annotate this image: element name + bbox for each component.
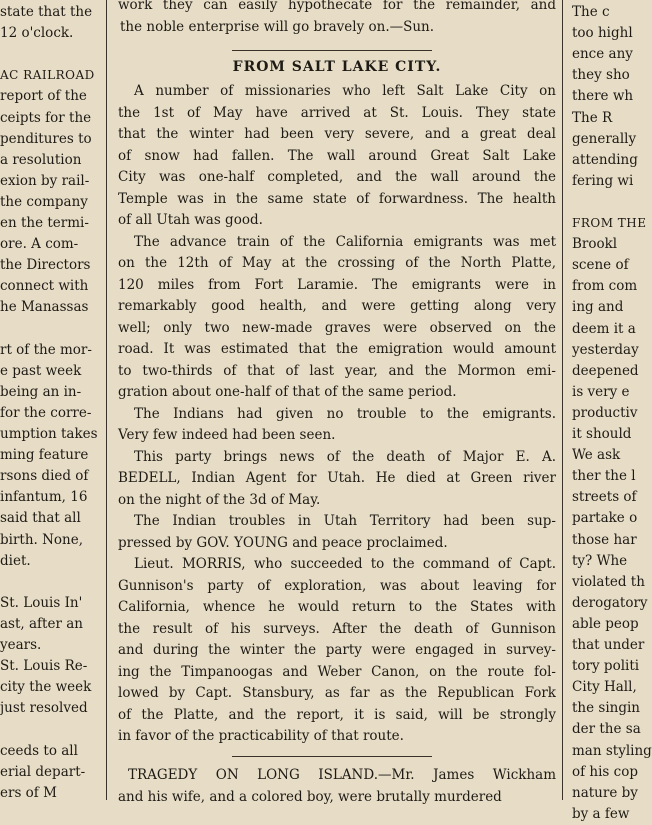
article-line: A number of missionaries who left Salt Lake City on: [134, 83, 556, 99]
article-line: gration about one-half of that of the same period.: [118, 384, 457, 400]
column-text-line: years.: [0, 637, 42, 653]
column-text-line: tory politi: [572, 658, 640, 675]
article-line: to two-thirds of that of last year, and the Mormon emi-: [118, 362, 556, 379]
right-column: [568, 0, 652, 822]
article-line: pressed by GOV. YOUNG and peace proclaimed.: [118, 534, 448, 551]
column-text-line: der the sa: [572, 721, 641, 738]
column-text-line: umption takes: [0, 426, 98, 442]
column-text-line: fering wi: [572, 172, 634, 189]
column-text-line: city the week: [0, 679, 92, 696]
column-text-line: ceeds to all: [0, 742, 78, 759]
article-line: Temple was in the same state of forwardness. The health: [118, 190, 556, 207]
column-text-line: [0, 718, 101, 740]
column-text-line: ast, after an: [0, 615, 83, 632]
left-column: [0, 0, 103, 800]
column-text-line: violated th: [572, 573, 645, 590]
article-line: 120 miles from Fort Laramie. The emigrants were in: [118, 276, 556, 293]
column-text-line: birth. None,: [0, 531, 84, 548]
main-column: [112, 0, 558, 805]
column-text-line: [0, 318, 101, 340]
column-text-line: those har: [572, 531, 637, 548]
article-line: remarkably good health, and were getting along very: [118, 298, 556, 314]
article-line: road. It was estimated that the emigration would amount: [118, 341, 556, 357]
column-text-line: derogatory: [572, 594, 648, 611]
column-text-line: he Manassas: [0, 299, 89, 316]
column-text-line: being an in-: [0, 383, 82, 400]
column-text-line: [0, 571, 101, 593]
article-line: ing the Timpanoogas and Weber Canon, on the route fol-: [118, 663, 556, 680]
column-text-line: rt of the mor-: [0, 341, 92, 358]
article-line: and during the winter the party were engaged in survey-: [118, 642, 556, 658]
column-text-line: they sho: [572, 67, 630, 84]
column-text-line: able peop: [572, 615, 639, 632]
column-text-line: St. Louis In': [0, 594, 83, 611]
column-text-line: said that all: [0, 510, 81, 527]
column-text-line: FROM THE: [572, 216, 647, 230]
article-line: the 1st of May have arrived at St. Louis. They state: [118, 104, 556, 121]
column-text-line: AC RAILROAD: [0, 68, 95, 83]
column-rule-left: [106, 0, 107, 800]
separator-rule: [232, 50, 432, 51]
article-heading: FROM SALT LAKE CITY.: [232, 59, 442, 75]
column-text-line: exion by rail-: [0, 172, 90, 189]
column-text-line: deem it a: [572, 320, 636, 337]
column-text-line: it should: [572, 426, 632, 442]
column-text-line: The c: [572, 4, 610, 20]
column-text-line: rsons died of: [0, 468, 89, 485]
column-text-line: St. Louis Re-: [0, 658, 88, 675]
column-text-line: connect with: [0, 278, 89, 295]
column-text-line: yesterday: [572, 341, 639, 358]
column-text-line: ty? Whe: [572, 552, 628, 569]
column-rule-right: [562, 0, 563, 800]
column-text-line: streets of: [572, 489, 637, 506]
column-text-line: the singin: [572, 700, 640, 717]
column-text-line: man styling: [572, 742, 652, 759]
top-line: the noble enterprise will go bravely on.—Sun.: [120, 19, 435, 35]
column-text-line: infantum, 16: [0, 489, 88, 506]
column-text-line: scene of: [572, 257, 629, 274]
column-text-line: ing and: [572, 299, 624, 316]
column-text-line: from com: [572, 278, 638, 295]
column-text-line: 12 o'clock.: [0, 25, 74, 42]
article-line: California, whence he would return to the States with: [118, 599, 556, 615]
article-line: The Indians had given no trouble to the emigrants.: [134, 405, 556, 422]
column-text-line: Brookl: [572, 236, 618, 253]
column-text-line: the company: [0, 193, 88, 210]
column-text-line: a resolution: [0, 151, 82, 168]
column-text-line: report of the: [0, 88, 87, 105]
article-line: of snow had fallen. The wall around Great Salt Lake: [118, 147, 556, 164]
column-text-line: productiv: [572, 404, 638, 421]
column-text-line: that under: [572, 637, 645, 653]
article-line: of the Platte, and the report, it is said, will be strongly: [118, 706, 556, 723]
column-text-line: just resolved: [0, 700, 88, 717]
column-text-line: ore. A com-: [0, 236, 79, 253]
column-text-line: deepened: [572, 362, 639, 379]
article-line: on the 12th of May at the crossing of the North Platte,: [118, 255, 556, 271]
column-text-line: by a few: [572, 805, 630, 822]
article-line: well; only two new-made graves were observed on the: [118, 319, 556, 336]
column-text-line: there wh: [572, 88, 634, 105]
column-text-line: diet.: [0, 552, 31, 569]
column-text-line: City Hall,: [572, 679, 637, 696]
column-text-line: We ask: [572, 447, 621, 464]
column-text-line: erial depart-: [0, 763, 86, 780]
article-line: on the night of the 3d of May.: [118, 491, 321, 508]
column-text-line: is very e: [572, 383, 630, 400]
article-line: that the winter had been very severe, and a great deal: [118, 126, 556, 142]
separator-rule: [232, 756, 432, 757]
article-line: in favor of the practicability of that route.: [118, 728, 404, 744]
next-article-line: and his wife, and a colored boy, were brutally murdered: [118, 789, 502, 805]
article-line: Very few indeed had been seen.: [118, 427, 336, 443]
column-text-line: generally: [572, 130, 637, 147]
article-line: The Indian troubles in Utah Territory had been sup-: [134, 513, 556, 529]
column-text-line: ther the l: [572, 468, 636, 485]
column-text-line: en the termi-: [0, 215, 89, 231]
column-text-line: [0, 43, 101, 65]
next-article-line: TRAGEDY ON LONG ISLAND.—Mr. James Wickham: [128, 767, 556, 783]
column-text-line: state that the: [0, 4, 93, 20]
column-text-line: ceipts for the: [0, 109, 92, 126]
column-text-line: the Directors: [0, 257, 91, 274]
article-line: of all Utah was good.: [118, 212, 263, 228]
article-line: This party brings news of the death of Major E. A.: [134, 448, 556, 465]
article-line: City was one-half completed, and the wall around the: [118, 169, 556, 185]
column-text-line: The R: [572, 109, 613, 126]
column-text-line: nature by: [572, 784, 638, 801]
top-line: work they can easily hypothecate for the remainder, and: [118, 0, 556, 13]
article-line: BEDELL, Indian Agent for Utah. He died at Green river: [118, 470, 556, 486]
column-text-line: partake o: [572, 510, 638, 527]
article-line: Gunnison's party of exploration, was about leaving for: [118, 577, 556, 594]
article-line: lowed by Capt. Stansbury, as far as the Republican Fork: [118, 685, 556, 701]
article-line: Lieut. MORRIS, who succeeded to the command of Capt.: [134, 556, 556, 572]
column-text-line: ence any: [572, 46, 633, 63]
article-line: the result of his surveys. After the death of Gunnison: [118, 620, 556, 637]
column-text-line: attending: [572, 151, 638, 168]
column-text-line: penditures to: [0, 130, 92, 147]
column-text-line: of his cop: [572, 763, 638, 780]
column-text-line: for the corre-: [0, 404, 92, 421]
column-text-line: ers of M: [0, 784, 57, 801]
column-text-line: too highl: [572, 25, 633, 42]
column-text-line: ming feature: [0, 447, 89, 464]
column-text-line: e past week: [0, 362, 82, 379]
article-line: The advance train of the California emigrants was met: [134, 233, 556, 250]
